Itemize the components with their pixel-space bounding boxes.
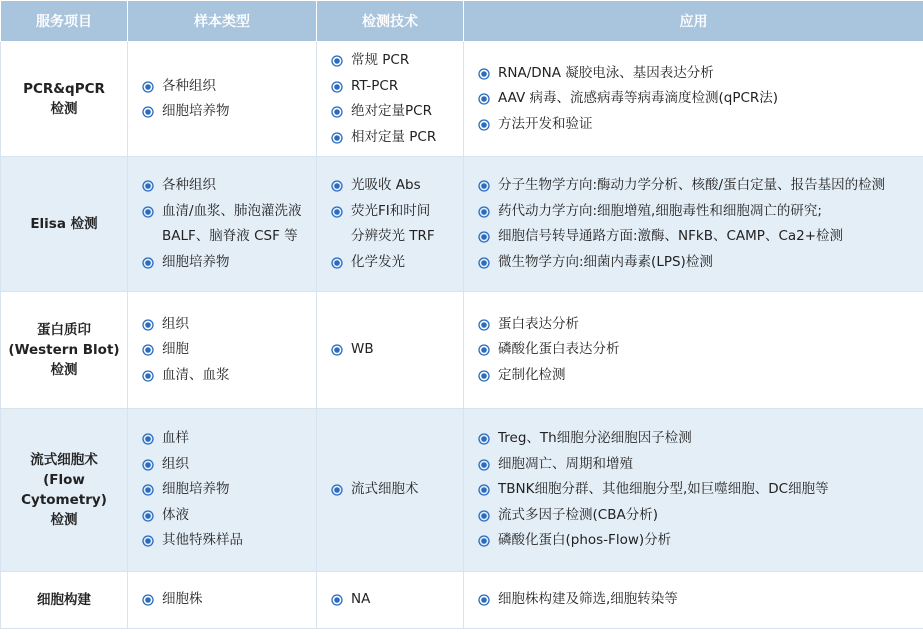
list-item: 血清、血浆: [142, 363, 316, 389]
radio-dot-icon: [478, 206, 490, 218]
radio-dot-icon: [478, 119, 490, 131]
applications-cell: [464, 409, 923, 572]
list-item: 磷酸化蛋白(phos-Flow)分析: [478, 528, 923, 554]
radio-dot-icon: [478, 459, 490, 471]
service-cell: [1, 157, 128, 292]
table-row: [1, 409, 923, 572]
list-item: RT-PCR: [331, 74, 463, 100]
service-line: 蛋白质印: [37, 322, 91, 338]
list-item: 常规 PCR: [331, 48, 463, 74]
list-item: 组织: [142, 452, 316, 478]
radio-dot-icon: [331, 180, 343, 192]
radio-dot-icon: [478, 535, 490, 547]
radio-dot-icon: [142, 594, 154, 606]
radio-dot-icon: [331, 484, 343, 496]
applications-cell: [464, 42, 923, 157]
service-line: PCR&qPCR: [23, 81, 105, 97]
list-item: 细胞: [142, 337, 316, 363]
applications-cell: [464, 292, 923, 409]
list-item: 各种组织: [142, 173, 316, 199]
service-line: 检测: [50, 512, 78, 528]
list-item: 相对定量 PCR: [331, 125, 463, 151]
radio-dot-icon: [331, 132, 343, 144]
radio-dot-icon: [142, 206, 154, 218]
list-item: AAV 病毒、流感病毒等病毒滴度检测(qPCR法): [478, 86, 923, 112]
list-item: RNA/DNA 凝胶电泳、基因表达分析: [478, 61, 923, 87]
service-line: (Western Blot): [8, 342, 120, 358]
techniques-cell: [317, 157, 464, 292]
radio-dot-icon: [331, 81, 343, 93]
radio-dot-icon: [142, 510, 154, 522]
radio-dot-icon: [331, 206, 343, 218]
radio-dot-icon: [331, 594, 343, 606]
service-cell: [1, 572, 128, 629]
list-item: 其他特殊样品: [142, 528, 316, 554]
techniques-cell: [317, 292, 464, 409]
service-line: 流式细胞术: [30, 452, 98, 468]
list-item: 方法开发和验证: [478, 112, 923, 138]
header-application: 应用: [464, 1, 923, 42]
table-row: [1, 157, 923, 292]
service-cell: [1, 409, 128, 572]
samples-cell: [128, 292, 317, 409]
radio-dot-icon: [478, 319, 490, 331]
radio-dot-icon: [142, 257, 154, 269]
list-item: 光吸收 Abs: [331, 173, 463, 199]
list-item: 微生物学方向:细菌内毒素(LPS)检测: [478, 250, 923, 276]
list-item: 磷酸化蛋白表达分析: [478, 337, 923, 363]
list-item: 荧光FI和时间: [331, 199, 463, 225]
list-item: Treg、Th细胞分泌细胞因子检测: [478, 426, 923, 452]
techniques-cell: [317, 409, 464, 572]
radio-dot-icon: [142, 535, 154, 547]
list-item: 细胞培养物: [142, 99, 316, 125]
radio-dot-icon: [478, 231, 490, 243]
radio-dot-icon: [478, 93, 490, 105]
radio-dot-icon: [478, 594, 490, 606]
list-item: 细胞株: [142, 587, 316, 613]
applications-cell: [464, 157, 923, 292]
list-item: 蛋白表达分析: [478, 312, 923, 338]
techniques-cell: [317, 42, 464, 157]
radio-dot-icon: [142, 484, 154, 496]
radio-dot-icon: [478, 433, 490, 445]
list-item: 流式多因子检测(CBA分析): [478, 503, 923, 529]
radio-dot-icon: [142, 370, 154, 382]
radio-dot-icon: [142, 81, 154, 93]
list-item-continuation: 分辨荧光 TRF: [351, 228, 435, 244]
header-technique: 检测技术: [317, 1, 464, 42]
list-item: NA: [331, 587, 463, 613]
list-item: 细胞凋亡、周期和增殖: [478, 452, 923, 478]
radio-dot-icon: [478, 68, 490, 80]
list-item: 分子生物学方向:酶动力学分析、核酸/蛋白定量、报告基因的检测: [478, 173, 923, 199]
list-item: 定制化检测: [478, 363, 923, 389]
service-line: Cytometry): [21, 492, 107, 508]
list-item-continuation: BALF、脑脊液 CSF 等: [162, 228, 298, 244]
samples-cell: [128, 42, 317, 157]
radio-dot-icon: [142, 459, 154, 471]
samples-cell: [128, 409, 317, 572]
radio-dot-icon: [478, 510, 490, 522]
list-item: 绝对定量PCR: [331, 99, 463, 125]
table-row: [1, 572, 923, 629]
list-item: 化学发光: [331, 250, 463, 276]
radio-dot-icon: [478, 484, 490, 496]
table-row: [1, 42, 923, 157]
header-service: 服务项目: [1, 1, 128, 42]
radio-dot-icon: [142, 344, 154, 356]
service-line: Elisa 检测: [30, 216, 98, 232]
samples-cell: [128, 572, 317, 629]
list-item: 各种组织: [142, 74, 316, 100]
list-item: WB: [331, 337, 463, 363]
radio-dot-icon: [478, 180, 490, 192]
list-item: 血样: [142, 426, 316, 452]
list-item: 细胞培养物: [142, 250, 316, 276]
list-item: 流式细胞术: [331, 477, 463, 503]
list-item: 体液: [142, 503, 316, 529]
radio-dot-icon: [142, 180, 154, 192]
list-item: TBNK细胞分群、其他细胞分型,如巨噬细胞、DC细胞等: [478, 477, 923, 503]
list-item: 血清/血浆、肺泡灌洗液: [142, 199, 316, 225]
radio-dot-icon: [142, 106, 154, 118]
list-item: 药代动力学方向:细胞增殖,细胞毒性和细胞凋亡的研究;: [478, 199, 923, 225]
service-line: (Flow: [43, 472, 85, 488]
list-item: 组织: [142, 312, 316, 338]
radio-dot-icon: [478, 370, 490, 382]
service-cell: [1, 292, 128, 409]
samples-cell: [128, 157, 317, 292]
techniques-cell: [317, 572, 464, 629]
radio-dot-icon: [331, 106, 343, 118]
list-item: 细胞株构建及筛选,细胞转染等: [478, 587, 923, 613]
radio-dot-icon: [142, 433, 154, 445]
service-cell: [1, 42, 128, 157]
service-line: 细胞构建: [37, 592, 91, 608]
applications-cell: [464, 572, 923, 629]
header-row: [1, 1, 923, 42]
header-sample-type: 样本类型: [128, 1, 317, 42]
radio-dot-icon: [331, 257, 343, 269]
table-row: [1, 292, 923, 409]
radio-dot-icon: [331, 344, 343, 356]
service-line: 检测: [50, 101, 78, 117]
radio-dot-icon: [478, 257, 490, 269]
radio-dot-icon: [478, 344, 490, 356]
list-item: 细胞培养物: [142, 477, 316, 503]
radio-dot-icon: [331, 55, 343, 67]
radio-dot-icon: [142, 319, 154, 331]
service-line: 检测: [50, 362, 78, 378]
list-item: 细胞信号转导通路方面:激酶、NFkB、CAMP、Ca2+检测: [478, 224, 923, 250]
